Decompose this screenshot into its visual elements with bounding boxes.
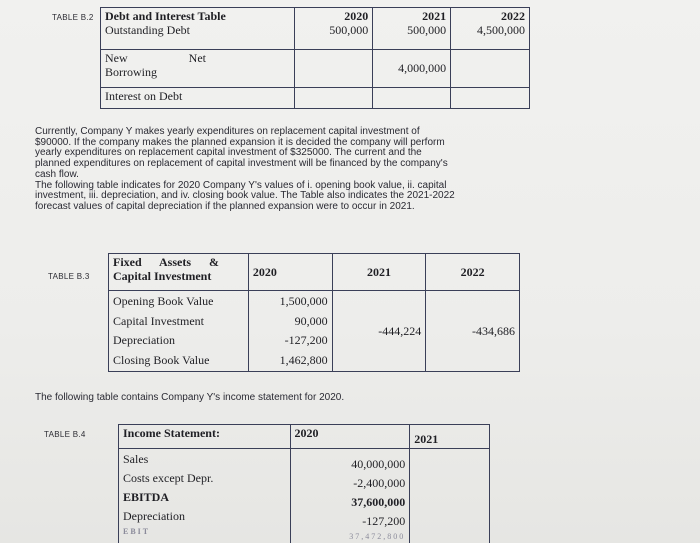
b4-2021-values bbox=[410, 449, 490, 543]
b3-year-2022: 2022 bbox=[426, 254, 520, 291]
new-borrowing-2020 bbox=[295, 50, 373, 88]
borrowing-label: Borrowing bbox=[105, 65, 157, 79]
outstanding-debt-2021: 500,000 bbox=[407, 23, 447, 37]
b4-2020-values bbox=[290, 449, 410, 543]
paragraph-line: yearly expenditures on replacement capital investment of $325000. The current and the bbox=[35, 147, 422, 159]
b4-row-labels bbox=[119, 449, 291, 543]
paragraph-line: cash flow. bbox=[35, 168, 79, 180]
costs-except-depr-label: Costs except Depr. bbox=[123, 471, 214, 485]
debt-table-header-cell bbox=[101, 8, 295, 50]
fixed-assets-header-cell bbox=[109, 254, 249, 291]
interest-2020 bbox=[295, 88, 373, 109]
year-2021: 2021 bbox=[422, 9, 447, 23]
new-label: New bbox=[105, 51, 128, 65]
explanation-paragraph bbox=[35, 127, 545, 213]
depreciation-label: Depreciation bbox=[113, 333, 175, 347]
capital-investment-2020: 90,000 bbox=[294, 313, 328, 328]
ebitda-label: EBITDA bbox=[123, 490, 170, 504]
debt-interest-table bbox=[100, 7, 530, 109]
debt-table-title: Debt and Interest Table bbox=[105, 9, 226, 23]
costs-except-depr-2020: -2,400,000 bbox=[353, 476, 406, 490]
paragraph-line: investment, iii. depreciation, and iv. closing book value. The Table also indicates the 2021-2022 bbox=[35, 190, 455, 202]
paragraph-line: planned expenditures on replacement of capital investment will be financed by the company's bbox=[35, 158, 448, 170]
ebit-2020: 37,472,800 bbox=[349, 532, 406, 541]
closing-book-value-label: Closing Book Value bbox=[113, 352, 210, 367]
sales-label: Sales bbox=[123, 452, 149, 466]
opening-book-value-label: Opening Book Value bbox=[113, 294, 214, 308]
outstanding-debt-2022: 4,500,000 bbox=[477, 23, 525, 37]
depreciation-2022: -434,686 bbox=[426, 291, 520, 372]
paragraph-line: forecast values of capital depreciation if the planned expansion were to occur in 2021. bbox=[35, 200, 415, 212]
b3-2020-values bbox=[248, 291, 332, 372]
paragraph-line: $90000. If the company makes the planned expansion it is decided the company will perform bbox=[35, 136, 445, 148]
fixed-assets-header: Fixed Assets & bbox=[113, 255, 219, 269]
ebit-label: EBIT bbox=[123, 527, 151, 536]
b4-year-2020: 2020 bbox=[290, 425, 410, 449]
opening-book-value-2020: 1,500,000 bbox=[279, 294, 328, 308]
capital-investment-label: Capital Investment bbox=[113, 313, 204, 328]
col-2021-cell bbox=[373, 8, 451, 50]
outstanding-debt-2020: 500,000 bbox=[329, 23, 369, 37]
new-borrowing-2021: 4,000,000 bbox=[373, 50, 451, 88]
interest-on-debt-label: Interest on Debt bbox=[101, 88, 295, 109]
depreciation-2021: -444,224 bbox=[332, 291, 426, 372]
b3-year-2020: 2020 bbox=[248, 254, 332, 291]
paragraph-line: The following table indicates for 2020 Company Y's values of i. opening book value, ii. capital bbox=[35, 179, 447, 191]
col-2022-cell bbox=[451, 8, 530, 50]
income-statement-intro: The following table contains Company Y's income statement for 2020. bbox=[35, 392, 345, 403]
table-b2-label: TABLE B.2 bbox=[52, 13, 94, 22]
year-2020: 2020 bbox=[344, 9, 369, 23]
closing-book-value-2020: 1,462,800 bbox=[279, 352, 328, 367]
ebitda-2020: 37,600,000 bbox=[351, 495, 406, 509]
year-2022: 2022 bbox=[501, 9, 525, 23]
table-b4-label: TABLE B.4 bbox=[44, 430, 86, 439]
sales-2020: 40,000,000 bbox=[351, 457, 406, 471]
capital-investment-header: Capital Investment bbox=[113, 269, 212, 283]
net-label: Net bbox=[188, 51, 206, 65]
income-statement-header: Income Statement: bbox=[119, 425, 291, 449]
b3-year-2021: 2021 bbox=[332, 254, 426, 291]
income-statement-table bbox=[118, 424, 490, 543]
table-b3-label: TABLE B.3 bbox=[48, 272, 90, 281]
col-2020-cell bbox=[295, 8, 373, 50]
outstanding-debt-label: Outstanding Debt bbox=[105, 23, 190, 37]
b3-row-labels bbox=[109, 291, 249, 372]
depreciation-label: Depreciation bbox=[123, 509, 185, 523]
depreciation-2020: -127,200 bbox=[284, 333, 328, 347]
fixed-assets-table bbox=[108, 253, 520, 372]
paragraph-line: Currently, Company Y makes yearly expenditures on replacement capital investment of bbox=[35, 126, 420, 137]
b4-year-2021: 2021 bbox=[410, 425, 490, 449]
depreciation-2020: -127,200 bbox=[362, 514, 406, 528]
interest-2022 bbox=[451, 88, 530, 109]
new-borrowing-2022 bbox=[451, 50, 530, 88]
new-borrowing-label-cell bbox=[101, 50, 295, 88]
interest-2021 bbox=[373, 88, 451, 109]
